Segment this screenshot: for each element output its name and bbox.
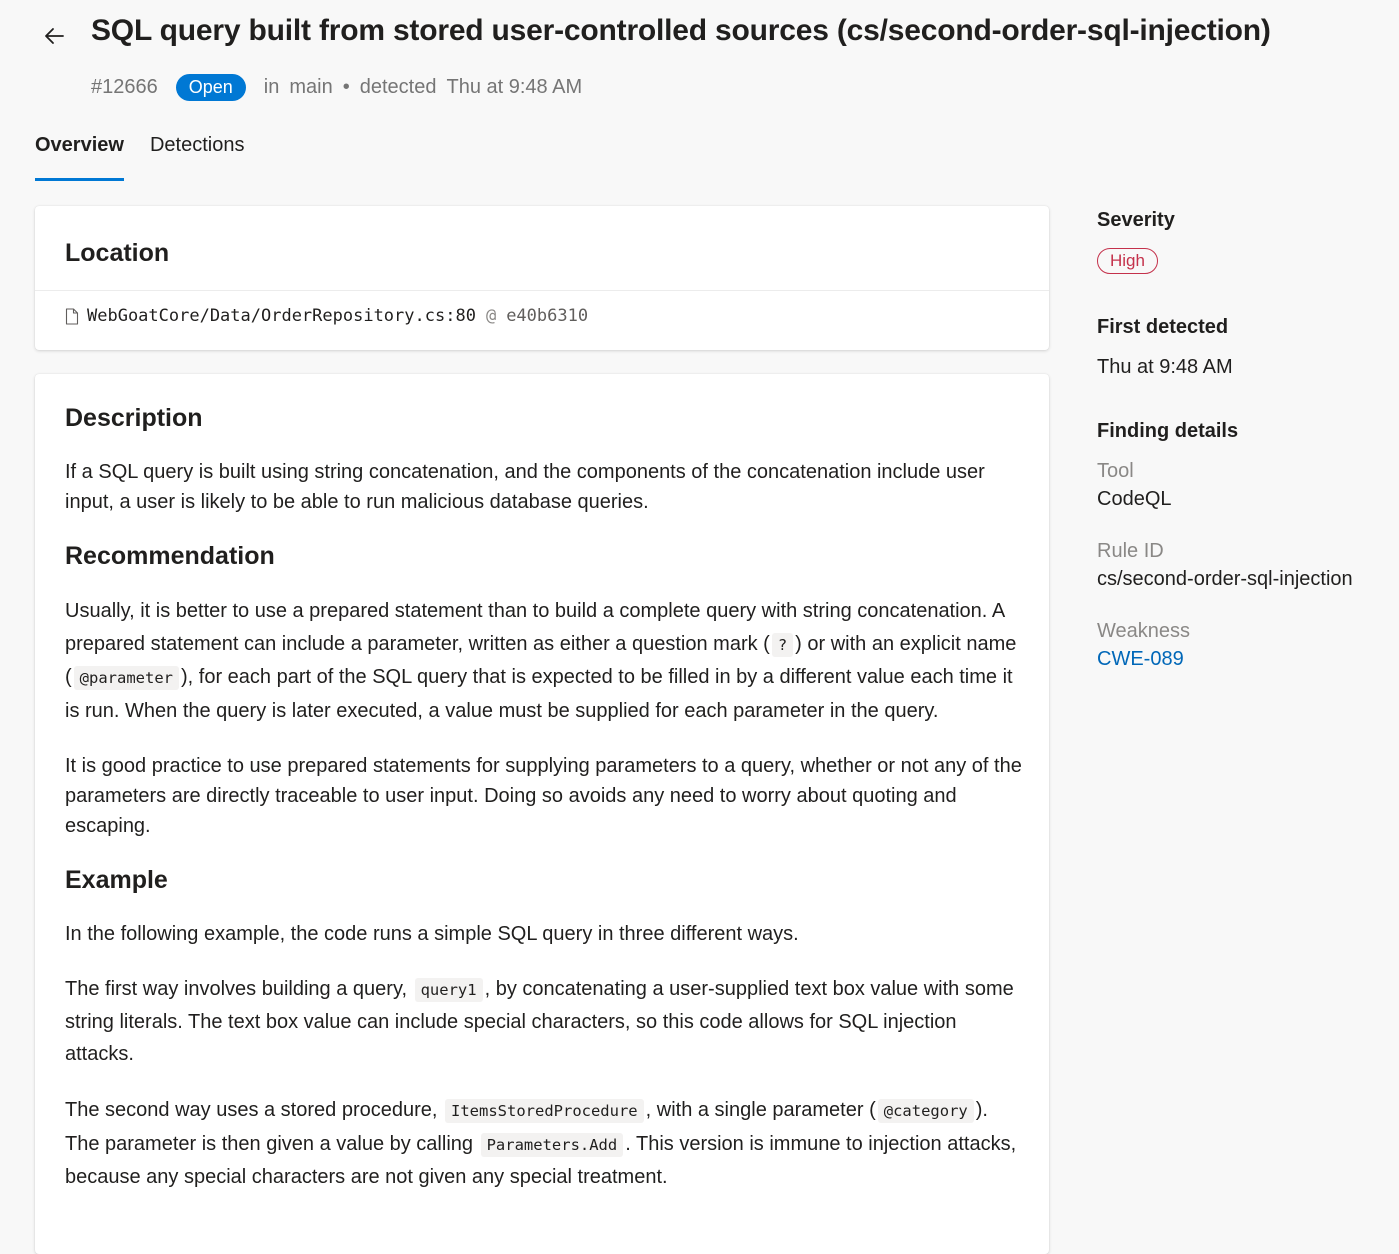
description-card (35, 374, 1049, 1254)
tab-overview[interactable]: Overview (35, 126, 124, 174)
tab-detections[interactable]: Detections (149, 134, 245, 156)
file-path-link[interactable]: WebGoatCore/Data/OrderRepository.cs:80 (87, 306, 476, 326)
recommendation-paragraph-2: It is good practice to use prepared statements for supplying parameters to a query, whether or not any of the parameters are directly traceable to user input. Doing so avoids any need to worry about quoting and escaping. (65, 755, 1022, 837)
commit-hash[interactable]: e40b6310 (506, 306, 589, 326)
text-span: , with a single parameter ( (645, 1099, 876, 1121)
rule-id-value: cs/second-order-sql-injection (1097, 568, 1353, 590)
detected-time: Thu at 9:48 AM (446, 75, 583, 98)
back-button[interactable] (36, 20, 72, 52)
text-span: The second way uses a stored procedure, (65, 1099, 443, 1121)
weakness-label: Weakness (1097, 620, 1191, 642)
text-span: ) or with an explicit name ( (65, 632, 1017, 688)
text-span: , by concatenating a user-supplied text box value with some string literals. The text box value can include special characters, so this code allows for SQL injection attacks. (65, 978, 1014, 1065)
inline-code: Parameters.Add (481, 1133, 624, 1157)
alert-meta (91, 70, 582, 104)
inline-code: @parameter (74, 666, 179, 690)
recommendation-heading: Recommendation (65, 542, 275, 570)
location-card (35, 206, 1049, 350)
tool-value: CodeQL (1097, 488, 1172, 510)
file-icon (65, 308, 79, 325)
severity-heading: Severity (1097, 209, 1175, 231)
example-paragraph-2 (65, 973, 1025, 1070)
description-heading: Description (65, 404, 203, 432)
alert-id: #12666 (91, 75, 158, 98)
tool-label: Tool (1097, 460, 1134, 482)
text-span: Usually, it is better to use a prepared statement than to build a complete query with string concatenation. A prepared statement can include a parameter, written as either a question mark ( (65, 600, 1005, 655)
inline-code: @category (878, 1099, 974, 1123)
text-span: The first way involves building a query, (65, 978, 413, 1000)
severity-badge: High (1097, 248, 1158, 274)
branch-name[interactable]: main (289, 75, 333, 98)
location-heading: Location (65, 239, 170, 267)
meta-separator: • (342, 75, 350, 98)
status-badge: Open (176, 74, 246, 101)
detected-label: detected (359, 75, 437, 98)
text-span: ). The parameter is then given a value by calling (65, 1099, 988, 1155)
description-text: If a SQL query is built using string concatenation, and the components of the concatenation include user input, a user is likely to be able to run malicious database queries. (65, 461, 985, 513)
location-divider (35, 290, 1049, 291)
at-symbol: @ (485, 306, 497, 326)
recommendation-paragraph-1 (65, 595, 1025, 727)
in-label: in (263, 75, 280, 98)
location-row (65, 306, 588, 326)
finding-details-heading: Finding details (1097, 420, 1239, 442)
tab-bar (35, 126, 270, 182)
inline-code: query1 (415, 978, 483, 1002)
description-body (65, 404, 1025, 1194)
rule-id-label: Rule ID (1097, 540, 1164, 562)
back-arrow-icon (43, 27, 65, 45)
text-span: ), for each part of the SQL query that is expected to be filled in by a different value each time it is run. When the query is later executed, a value must be supplied for each parameter in the query. (65, 666, 1013, 722)
first-detected-heading: First detected (1097, 316, 1229, 338)
inline-code: ? (772, 633, 793, 657)
inline-code: ItemsStoredProcedure (445, 1099, 644, 1123)
example-paragraph-3 (65, 1094, 1025, 1194)
text-span: . This version is immune to injection attacks, because any special characters are not given any special treatment. (65, 1132, 1017, 1188)
example-paragraph-1: In the following example, the code runs a simple SQL query in three different ways. (65, 923, 799, 945)
weakness-link[interactable]: CWE-089 (1097, 648, 1184, 670)
page-title: SQL query built from stored user-controlled sources (cs/second-order-sql-injection) (91, 14, 1271, 47)
first-detected-value: Thu at 9:48 AM (1097, 356, 1233, 378)
example-heading: Example (65, 866, 168, 894)
